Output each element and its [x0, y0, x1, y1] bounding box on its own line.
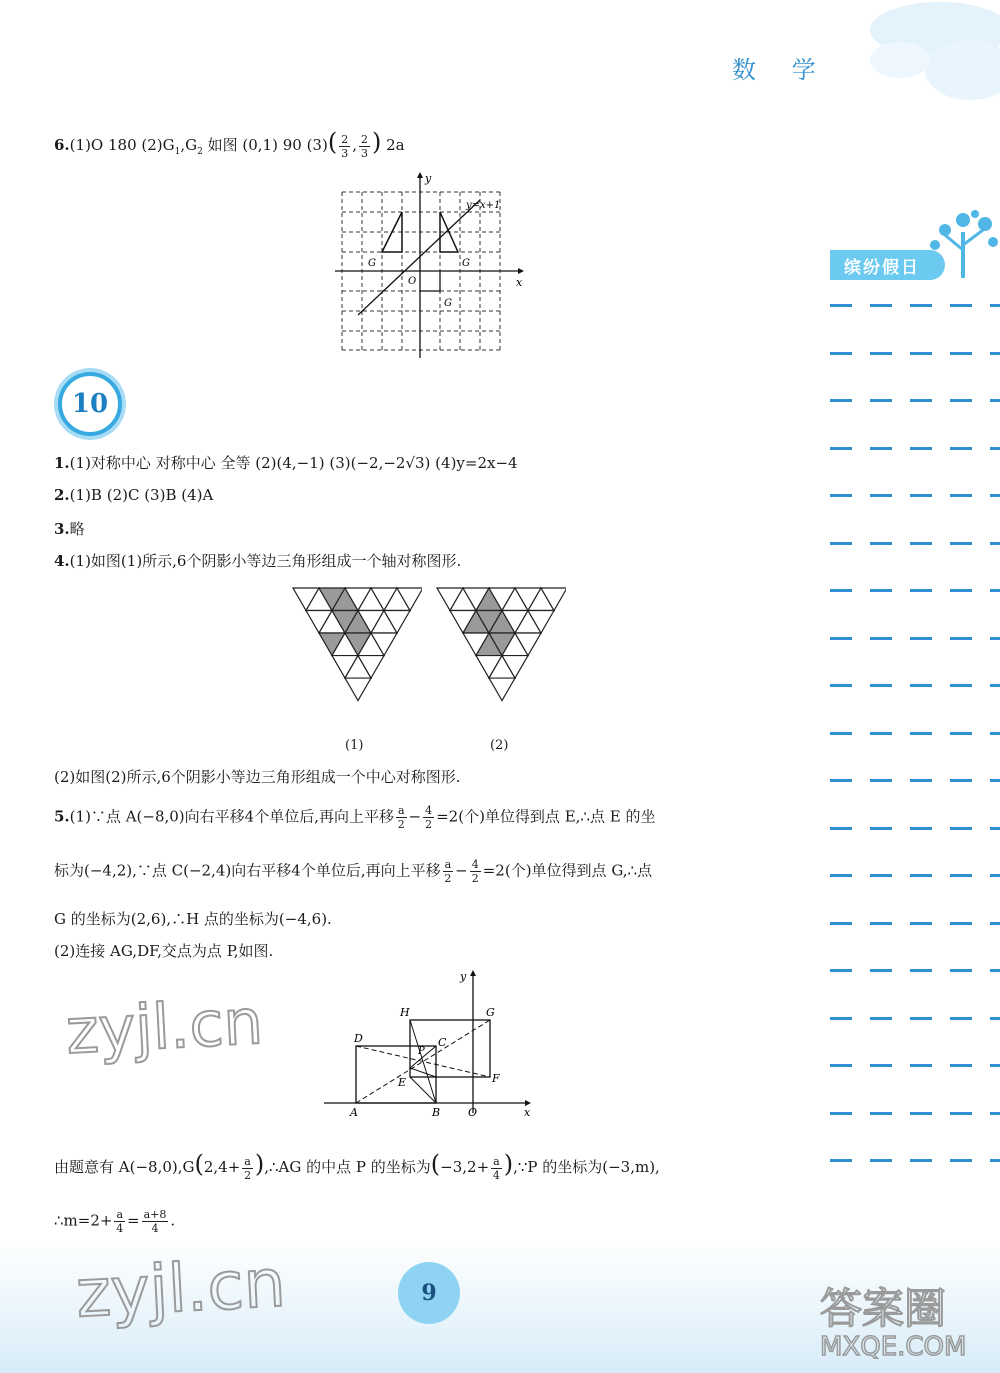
triangle-figure-2 [436, 586, 566, 732]
svg-text:H: H [400, 1006, 410, 1019]
watermark-4: MXQE.COM [820, 1332, 967, 1362]
note-line [830, 304, 1000, 307]
q5-line-5: 由题意有 A(−8,0),G(2,4+ $\frac{a}{2}$ ),∴AG 的中点 P 的坐标为(−3,2+ $\frac{a}{4}$ ),∵P 的坐标为(−3,m), [54, 1150, 660, 1182]
note-line [830, 352, 1000, 355]
note-line [830, 969, 1000, 972]
svg-text:F: F [492, 1072, 500, 1085]
svg-text:O: O [468, 1106, 478, 1118]
q4-line: 4.(1)如图(1)所示,6个阴影小等边三角形组成一个轴对称图形. [54, 552, 462, 570]
watermark-3: 答案圈 [820, 1284, 947, 1333]
note-line [830, 589, 1000, 592]
q5-line-1: 5.(1)∵点 A(−8,0)向右平移4个单位后,再向上平移 $\frac{a}{2}$ − $\frac{4}{2}$ =2(个)单位得到点 E,∴点 E 的坐 [54, 804, 656, 831]
axis-label-x: x [516, 276, 523, 289]
figure-caption-2: (2) [490, 738, 509, 753]
svg-text:C: C [438, 1036, 447, 1049]
note-line [830, 922, 1000, 925]
note-line [830, 447, 1000, 450]
note-line [830, 542, 1000, 545]
watermark-1: zyjl.cn [64, 984, 265, 1069]
label-g1: G [368, 258, 376, 269]
sidebar-title: 缤纷假日 [844, 257, 920, 278]
note-line [830, 779, 1000, 782]
svg-text:D: D [354, 1032, 363, 1045]
q5-line-3: G 的坐标为(2,6),∴H 点的坐标为(−4,6). [54, 910, 332, 928]
q5-coordinate-figure [320, 968, 540, 1118]
triangle-figure-1 [292, 586, 422, 732]
note-line [830, 399, 1000, 402]
fraction: $\frac{2}{3}$ [360, 132, 368, 160]
svg-text:A: A [350, 1106, 358, 1118]
q2-line: 2.(1)B (2)C (3)B (4)A [54, 486, 214, 504]
axis-label-y: y [425, 172, 432, 185]
page-number: 9 [398, 1262, 460, 1324]
svg-text:y: y [460, 970, 467, 983]
watermark-2: zyjl.cn [74, 1244, 288, 1333]
svg-text:E: E [398, 1076, 407, 1089]
note-line [830, 637, 1000, 640]
subject-title: 数 学 [732, 56, 830, 84]
note-line [830, 684, 1000, 687]
q5-line-6: ∴m=2+ $\frac{a}{4}$ = $\frac{a+8}{4}$ . [54, 1208, 176, 1235]
note-line [830, 1159, 1000, 1162]
svg-text:G: G [486, 1006, 495, 1019]
q4-line-2: (2)如图(2)所示,6个阴影小等边三角形组成一个中心对称图形. [54, 768, 461, 786]
svg-text:P: P [418, 1046, 425, 1057]
origin-label: O [408, 276, 417, 287]
q6-line: 6.(1)O 180 $(2)G_1,G_2$ 如图 (0,1) 90 (3)( $\frac{2}{3}$ , $\frac{2}{3}$ ) 2a [54, 128, 405, 160]
note-line [830, 494, 1000, 497]
label-g2: G [462, 258, 470, 269]
triangle-cell [489, 678, 515, 701]
section-badge: 10 [58, 372, 122, 436]
svg-text:x: x [524, 1106, 531, 1118]
note-line [830, 1017, 1000, 1020]
q5-line-2: 标为(−4,2),∵点 C(−2,4)向右平移4个单位后,再向上平移 $\frac{a}{2}$ − $\frac{4}{2}$ =2(个)单位得到点 G,∴点 [54, 858, 653, 885]
triangle-cell [345, 678, 371, 701]
sidebar-title-bar [830, 250, 945, 280]
svg-text:B: B [432, 1106, 441, 1118]
q6-grid-figure [330, 170, 530, 360]
figure-caption-1: (1) [345, 738, 364, 753]
q5-line-4: (2)连接 AG,DF,交点为点 P,如图. [54, 942, 274, 960]
q3-line: 3.略 [54, 520, 85, 538]
fraction: $\frac{2}{3}$ [341, 132, 349, 160]
note-line [830, 827, 1000, 830]
line-label: y=x+1 [466, 200, 501, 211]
cloud-decoration [820, 0, 1000, 110]
q1-line: 1.(1)对称中心 对称中心 全等 (2)(4,−1) (3)(−2,−2√3) (4)y=2x−4 [54, 454, 518, 472]
note-line [830, 732, 1000, 735]
label-g3: G [444, 298, 452, 309]
note-line [830, 1112, 1000, 1115]
note-line [830, 1064, 1000, 1067]
note-line [830, 874, 1000, 877]
